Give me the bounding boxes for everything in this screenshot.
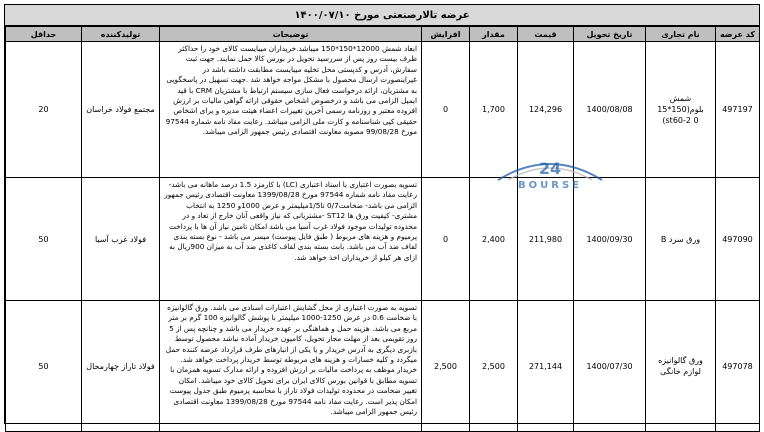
cell-description: تسویه بصورت اعتباری با اسناد اعتباری (LC) با کارمزد 1.5 درصد ماهانه می باشد- رعایت مفاد نامه شماره 97544 مورخ 1399/08/28 معاونت اقتصادی رئیس جمهور الزامی می باشد- ضخامت0/7 تا1/5میلیمتر و عرض 1000و 1250 به انتخاب مشتری- کیفیت ورق ها ST12 -مشتریانی که نیاز واقعی آنان خارج از تعاد و در محدوده تولیدات موجود فولاد غرب آسیا می باشد امکان تامین نیاز آن ها با پرداخت پرمیوم و هزینه های مربوط ( طبق فایل پیوست) میسر می باشد - نوع بسته بندی لفاف ضد آب می باشد. بابت بسته بندی لفاف کاغذی ضد آب به میزان 900ریال به ازای هر کیلو از خریداران اخذ خواهد شد. — [160, 178, 422, 301]
offers-table — [5, 26, 760, 432]
cell-price: 124,296 — [518, 42, 574, 178]
header-row — [6, 27, 760, 42]
cell-price: 271,144 — [518, 301, 574, 432]
cell-date: 1400/08/08 — [574, 42, 646, 178]
cell-increase: 0 — [422, 42, 470, 178]
cell-increase: 0 — [422, 178, 470, 301]
cell-increase: 2,500 — [422, 301, 470, 432]
watermark-logo — [490, 150, 610, 192]
cell-producer: فولاد تاراز چهارمحال — [82, 301, 160, 432]
cell-producer: مجتمع فولاد خراسان — [82, 42, 160, 178]
header-qty: مقدار — [470, 27, 518, 42]
cell-name: شمش بلوم(150*15 st60-2 0) — [646, 42, 716, 178]
cell-description: ابعاد شمش 12000*150*150 میباشد.خریداران میبایست کالای خود را حداکثر ظرف بیست روز پس از سررسید تحویل در بورس کالا حمل نمایند. جهت ثبت سفارش، آدرس و کدپستی محل تخلیه میبایست مطابقت داشته باشد در غیراینصورت ارسال محصول با مشکل مواجه خواهد شد .جهت تسهیل در پاسخگویی به مشتریان، ارائه درخواست فعال سازی سیستم ارتباط با مشتریان CRM با قید ایمیل الزامی می باشد و درخصوص اشخاص حقوقی ارائه گواهی مالیات بر ارزش افزوده معتبر و روزنامه رسمی آخرین تغییرات اعضاء هیئت مدیره و برای اشخاص حقیقی کپی شناسنامه و کارت ملی الزامی میباشد. رعایت مفاد نامه شماره 97544 مورخ 99/08/28 مصوبه معاونت اقتصادی رئیس جمهور الزامی میباشد. — [160, 42, 422, 178]
cell-minimum: 50 — [6, 301, 82, 432]
logo-text: BOURSE — [518, 180, 582, 191]
cell-producer: فولاد غرب آسیا — [82, 178, 160, 301]
cell-qty: 2,500 — [470, 301, 518, 432]
document-title: عرضه تالارصنعتی مورخ ۱۴۰۰/۰۷/۱۰ — [294, 9, 470, 21]
cell-code: 497197 — [716, 42, 760, 178]
header-code: کد عرضه — [716, 27, 760, 42]
cell-code: 497078 — [716, 301, 760, 432]
cell-name: ورق گالوانیزه لوازم خانگی — [646, 301, 716, 432]
header-minimum: حداقل — [6, 27, 82, 42]
cell-minimum: 20 — [6, 42, 82, 178]
cell-name: ورق سرد B — [646, 178, 716, 301]
header-increase: افزایش — [422, 27, 470, 42]
table-row — [6, 301, 760, 432]
table-row — [6, 42, 760, 178]
logo-number: 24 — [538, 159, 562, 178]
cell-minimum: 50 — [6, 178, 82, 301]
header-price: قیمت — [518, 27, 574, 42]
title-bar — [5, 5, 759, 26]
cell-date: 1400/07/30 — [574, 301, 646, 432]
header-name: نام تجاری — [646, 27, 716, 42]
cell-code: 497090 — [716, 178, 760, 301]
header-description: توضیحات — [160, 27, 422, 42]
header-producer: تولیدکننده — [82, 27, 160, 42]
cell-description: تسویه به صورت اعتباری از محل گشایش اعتبارات اسنادی می باشد. ورق گالوانیزه با ضخامت 0.6 در عرض 1250-1000 میلیمتر با پوشش گالوانیزه 100 گرم بر متر مربع می باشد. هزینه حمل و هماهنگی بر عهده خریدار می باشد و چنانچه پس از 5 روز تقویمی بعد از مهلت مجاز تحویل، کامیون خریدار آماده نباشد محصول توسط بازبری دیگری به آدرس خریدار و یا یکی از انبارهای طرف قرارداد عرضه کننده حمل میگردد و کلیه خسارات و هزینه های مربوطه توسط خریدار پرداخت خواهد شد. خریدار موظف به پرداخت مالیات بر ارزش افزوده و ارائه مدارک تسویه همزمان با تسویه مطابق با قوانین بورس کالای ایران برای تحویل کالای خود میباشد. امکان تغییر ضخامت در محدوده تولیدات فولاد تاراز با محاسبه پرمیوم طبق جدول پیوست امکان پذیر است. رعایت مفاد نامه 97544 مورخ 1399/08/28 معاونت اقتصادی رئیس جمهور الزامی میباشد. — [160, 301, 422, 432]
cell-price: 211,980 — [518, 178, 574, 301]
offer-document — [4, 4, 760, 424]
cell-qty: 1,700 — [470, 42, 518, 178]
header-date: تاریخ تحویل — [574, 27, 646, 42]
cell-date: 1400/09/30 — [574, 178, 646, 301]
table-row — [6, 178, 760, 301]
cell-qty: 2,400 — [470, 178, 518, 301]
